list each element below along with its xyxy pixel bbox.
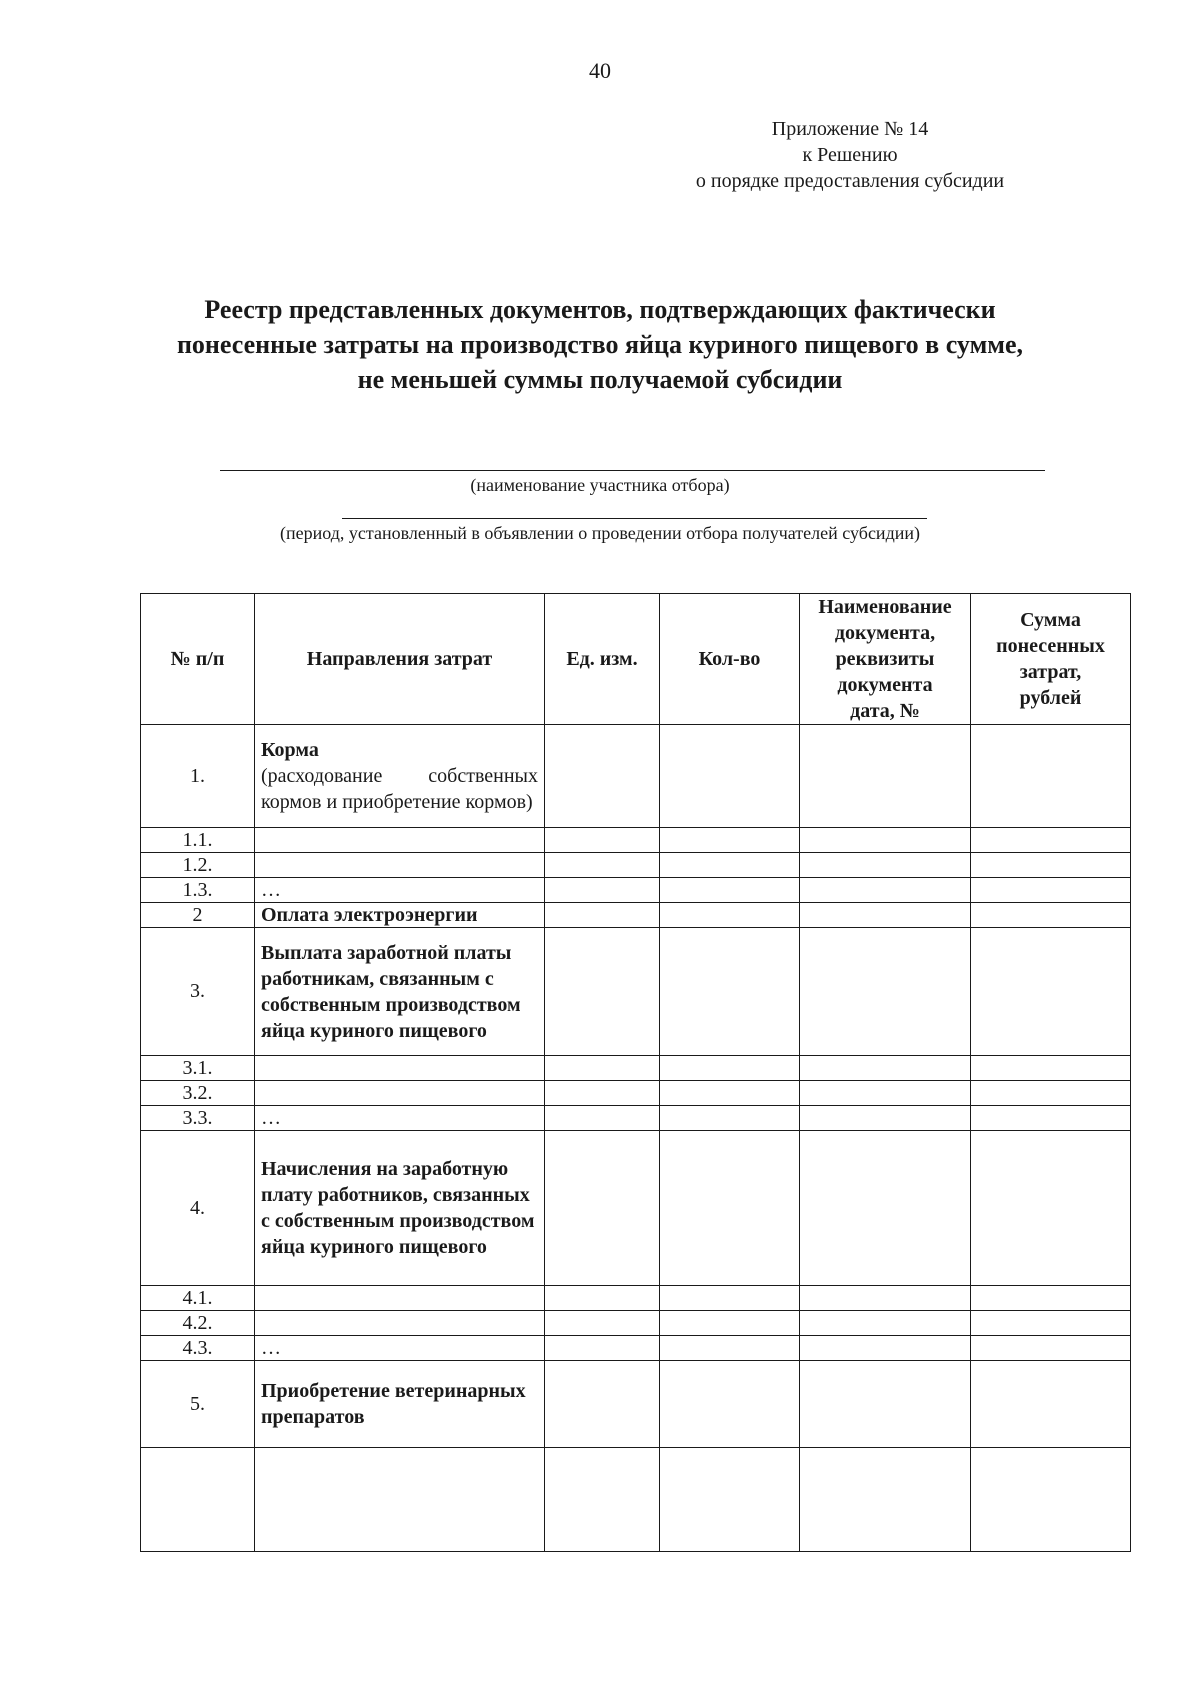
table-row (141, 1336, 1131, 1361)
row-document[interactable] (800, 1056, 971, 1081)
row-direction (255, 725, 545, 828)
header-document-line-4: документа (837, 674, 933, 696)
row-unit[interactable] (545, 828, 660, 853)
row-sum[interactable] (971, 1448, 1131, 1552)
row-document[interactable] (800, 1286, 971, 1311)
table-row (141, 878, 1131, 903)
row-document[interactable] (800, 1448, 971, 1552)
row-unit[interactable] (545, 853, 660, 878)
row-direction[interactable]: … (255, 1336, 545, 1361)
row-direction-title: Корма (261, 739, 319, 761)
row-direction[interactable]: … (255, 1106, 545, 1131)
row-sum[interactable] (971, 1361, 1131, 1448)
row-unit[interactable] (545, 1081, 660, 1106)
row-num: 1.1. (141, 828, 255, 853)
row-num: 4.1. (141, 1286, 255, 1311)
row-quantity[interactable] (660, 878, 800, 903)
row-quantity[interactable] (660, 903, 800, 928)
row-quantity[interactable] (660, 828, 800, 853)
row-quantity[interactable] (660, 853, 800, 878)
appendix-reference (640, 116, 1060, 194)
table-row (141, 725, 1131, 828)
row-unit[interactable] (545, 878, 660, 903)
row-unit[interactable] (545, 903, 660, 928)
header-quantity: Кол-во (660, 594, 800, 725)
row-num: 1.2. (141, 853, 255, 878)
document-title (100, 292, 1100, 397)
row-unit[interactable] (545, 1448, 660, 1552)
row-quantity[interactable] (660, 1448, 800, 1552)
table-row (141, 853, 1131, 878)
row-direction[interactable] (255, 1081, 545, 1106)
row-num: 4. (141, 1131, 255, 1286)
row-direction[interactable] (255, 1056, 545, 1081)
row-document[interactable] (800, 1081, 971, 1106)
row-document[interactable] (800, 1361, 971, 1448)
row-quantity[interactable] (660, 1311, 800, 1336)
title-line-1: Реестр представленных документов, подтверждающих фактически (204, 295, 996, 324)
row-direction: Выплата заработной платы работникам, связанным с собственным производством яйца куриного пищевого (255, 928, 545, 1056)
header-sum-line-2: понесенных (996, 635, 1105, 657)
row-num: 1.3. (141, 878, 255, 903)
row-unit[interactable] (545, 1286, 660, 1311)
row-quantity[interactable] (660, 1361, 800, 1448)
table-row (141, 1361, 1131, 1448)
row-quantity[interactable] (660, 1336, 800, 1361)
header-unit: Ед. изм. (545, 594, 660, 725)
title-line-2: понесенные затраты на производство яйца куриного пищевого в сумме, (176, 330, 1024, 359)
row-sum[interactable] (971, 853, 1131, 878)
row-unit[interactable] (545, 928, 660, 1056)
table-row (141, 1106, 1131, 1131)
participant-name-line[interactable] (220, 470, 1045, 471)
table-row (141, 1286, 1131, 1311)
table-header-row (141, 594, 1131, 725)
row-sum[interactable] (971, 1131, 1131, 1286)
row-sum[interactable] (971, 928, 1131, 1056)
header-sum (971, 594, 1131, 725)
row-sum[interactable] (971, 1286, 1131, 1311)
row-direction: Приобретение ветеринарных препаратов (255, 1361, 545, 1448)
row-direction[interactable] (255, 828, 545, 853)
period-line[interactable] (342, 518, 927, 519)
row-unit[interactable] (545, 1336, 660, 1361)
row-document[interactable] (800, 853, 971, 878)
table-row (141, 828, 1131, 853)
row-document[interactable] (800, 878, 971, 903)
row-num: 3.2. (141, 1081, 255, 1106)
row-sum[interactable] (971, 725, 1131, 828)
row-direction: Оплата электроэнергии (255, 903, 545, 928)
row-unit[interactable] (545, 1361, 660, 1448)
row-direction[interactable] (255, 1311, 545, 1336)
registry-table (140, 593, 1131, 1552)
table-row (141, 1056, 1131, 1081)
table-row (141, 1311, 1131, 1336)
row-quantity[interactable] (660, 1056, 800, 1081)
row-document[interactable] (800, 1311, 971, 1336)
row-sum[interactable] (971, 1081, 1131, 1106)
row-sum[interactable] (971, 1311, 1131, 1336)
row-quantity[interactable] (660, 1081, 800, 1106)
row-sum[interactable] (971, 903, 1131, 928)
row-sum[interactable] (971, 1056, 1131, 1081)
appendix-line-3: о порядке предоставления субсидии (695, 170, 1005, 192)
row-unit[interactable] (545, 725, 660, 828)
header-document-line-3: реквизиты (835, 648, 935, 670)
row-unit[interactable] (545, 1106, 660, 1131)
row-sum[interactable] (971, 1336, 1131, 1361)
participant-name-caption: (наименование участника отбора) (470, 475, 730, 495)
title-line-3: не меньшей суммы получаемой субсидии (357, 365, 843, 394)
row-quantity[interactable] (660, 725, 800, 828)
row-unit[interactable] (545, 1131, 660, 1286)
appendix-line-1: Приложение № 14 (771, 118, 929, 140)
header-sum-line-4: рублей (1019, 687, 1082, 709)
row-direction[interactable]: … (255, 878, 545, 903)
row-document[interactable] (800, 928, 971, 1056)
row-document[interactable] (800, 828, 971, 853)
row-num: 4.3. (141, 1336, 255, 1361)
page-number: 40 (589, 58, 611, 83)
row-document[interactable] (800, 1106, 971, 1131)
header-sum-line-1: Сумма (1020, 609, 1081, 631)
row-document[interactable] (800, 903, 971, 928)
row-unit[interactable] (545, 1311, 660, 1336)
row-document[interactable] (800, 1336, 971, 1361)
row-num: 1. (141, 725, 255, 828)
header-num: № п/п (141, 594, 255, 725)
row-document[interactable] (800, 725, 971, 828)
table-row (141, 928, 1131, 1056)
row-direction[interactable] (255, 1448, 545, 1552)
header-document-line-1: Наименование (818, 596, 952, 618)
row-direction: Начисления на заработную плату работников, связанных с собственным производством яйца куриного пищевого (255, 1131, 545, 1286)
table-row (141, 903, 1131, 928)
row-sum[interactable] (971, 828, 1131, 853)
row-sum[interactable] (971, 1106, 1131, 1131)
header-direction: Направления затрат (255, 594, 545, 725)
row-num: 5. (141, 1361, 255, 1448)
appendix-line-2: к Решению (802, 144, 898, 166)
header-document-line-5: дата, № (850, 700, 920, 722)
header-sum-line-3: затрат, (1019, 661, 1082, 683)
header-document (800, 594, 971, 725)
table-row (141, 1131, 1131, 1286)
row-document[interactable] (800, 1131, 971, 1286)
header-document-line-2: документа, (834, 622, 936, 644)
row-sum[interactable] (971, 878, 1131, 903)
row-unit[interactable] (545, 1056, 660, 1081)
row-num: 3.1. (141, 1056, 255, 1081)
row-num: 3.3. (141, 1106, 255, 1131)
row-direction[interactable] (255, 853, 545, 878)
row-quantity[interactable] (660, 1286, 800, 1311)
row-num: 3. (141, 928, 255, 1056)
table-row (141, 1081, 1131, 1106)
row-quantity[interactable] (660, 1131, 800, 1286)
table-row-empty (141, 1448, 1131, 1552)
row-num: 4.2. (141, 1311, 255, 1336)
row-num: 2 (141, 903, 255, 928)
period-caption: (период, установленный в объявлении о проведении отбора получателей субсидии) (280, 523, 920, 543)
row-direction-subtitle: (расходование собственных кормов и приобретение кормов) (261, 765, 538, 813)
row-num[interactable] (141, 1448, 255, 1552)
row-quantity[interactable] (660, 928, 800, 1056)
row-quantity[interactable] (660, 1106, 800, 1131)
row-direction[interactable] (255, 1286, 545, 1311)
